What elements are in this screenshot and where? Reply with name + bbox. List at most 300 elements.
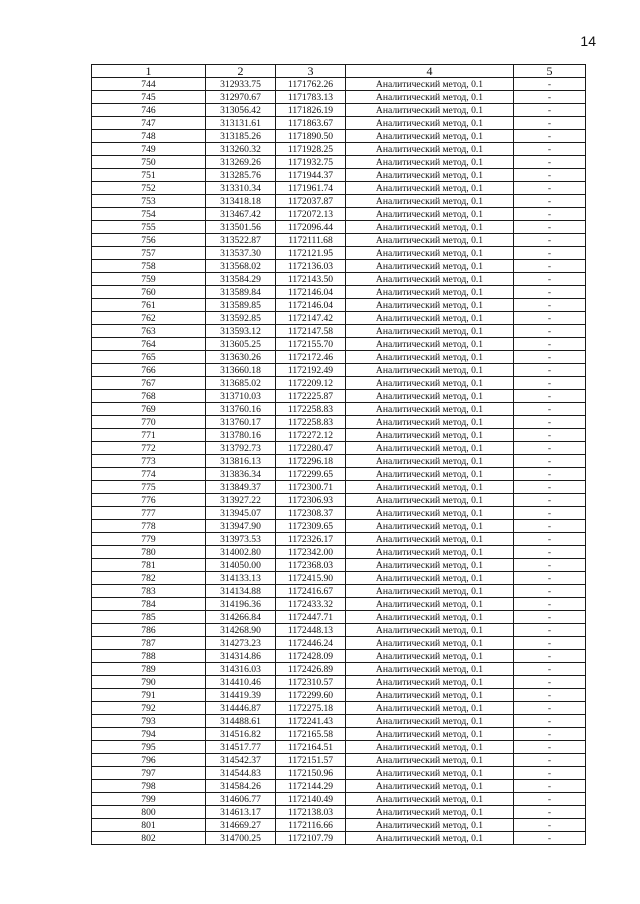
- point-number-cell: 776: [92, 494, 206, 507]
- note-cell: -: [514, 611, 586, 624]
- note-cell: -: [514, 182, 586, 195]
- method-cell: Аналитический метод, 0.1: [346, 780, 514, 793]
- x-coordinate-cell: 313849.37: [206, 481, 276, 494]
- y-coordinate-cell: 1172241.43: [276, 715, 346, 728]
- y-coordinate-cell: 1171961.74: [276, 182, 346, 195]
- y-coordinate-cell: 1172308.37: [276, 507, 346, 520]
- table-row: [92, 403, 586, 416]
- x-coordinate-cell: 313660.18: [206, 364, 276, 377]
- y-coordinate-cell: 1172448.13: [276, 624, 346, 637]
- note-cell: -: [514, 312, 586, 325]
- table-row: [92, 702, 586, 715]
- note-cell: -: [514, 585, 586, 598]
- y-coordinate-cell: 1172415.90: [276, 572, 346, 585]
- table-row: [92, 780, 586, 793]
- point-number-cell: 802: [92, 832, 206, 845]
- table-row: [92, 104, 586, 117]
- table-row: [92, 78, 586, 91]
- x-coordinate-cell: 313592.85: [206, 312, 276, 325]
- table-row: [92, 234, 586, 247]
- coordinates-table: [91, 64, 586, 845]
- point-number-cell: 764: [92, 338, 206, 351]
- x-coordinate-cell: 314410.46: [206, 676, 276, 689]
- method-cell: Аналитический метод, 0.1: [346, 494, 514, 507]
- point-number-cell: 748: [92, 130, 206, 143]
- note-cell: -: [514, 780, 586, 793]
- note-cell: -: [514, 195, 586, 208]
- table-row: [92, 299, 586, 312]
- x-coordinate-cell: 314613.17: [206, 806, 276, 819]
- y-coordinate-cell: 1172151.57: [276, 754, 346, 767]
- y-coordinate-cell: 1172147.42: [276, 312, 346, 325]
- x-coordinate-cell: 313836.34: [206, 468, 276, 481]
- table-row: [92, 767, 586, 780]
- note-cell: -: [514, 325, 586, 338]
- note-cell: -: [514, 104, 586, 117]
- y-coordinate-cell: 1172280.47: [276, 442, 346, 455]
- method-cell: Аналитический метод, 0.1: [346, 793, 514, 806]
- x-coordinate-cell: 313185.26: [206, 130, 276, 143]
- x-coordinate-cell: 313947.90: [206, 520, 276, 533]
- method-cell: Аналитический метод, 0.1: [346, 481, 514, 494]
- note-cell: -: [514, 806, 586, 819]
- method-cell: Аналитический метод, 0.1: [346, 390, 514, 403]
- point-number-cell: 769: [92, 403, 206, 416]
- method-cell: Аналитический метод, 0.1: [346, 455, 514, 468]
- y-coordinate-cell: 1172116.66: [276, 819, 346, 832]
- method-cell: Аналитический метод, 0.1: [346, 533, 514, 546]
- note-cell: -: [514, 572, 586, 585]
- method-cell: Аналитический метод, 0.1: [346, 767, 514, 780]
- point-number-cell: 798: [92, 780, 206, 793]
- y-coordinate-cell: 1171783.13: [276, 91, 346, 104]
- point-number-cell: 744: [92, 78, 206, 91]
- x-coordinate-cell: 313467.42: [206, 208, 276, 221]
- x-coordinate-cell: 314669.27: [206, 819, 276, 832]
- note-cell: -: [514, 364, 586, 377]
- x-coordinate-cell: 314050.00: [206, 559, 276, 572]
- note-cell: -: [514, 754, 586, 767]
- note-cell: -: [514, 468, 586, 481]
- point-number-cell: 778: [92, 520, 206, 533]
- table-row: [92, 494, 586, 507]
- y-coordinate-cell: 1172165.58: [276, 728, 346, 741]
- method-cell: Аналитический метод, 0.1: [346, 377, 514, 390]
- point-number-cell: 783: [92, 585, 206, 598]
- method-cell: Аналитический метод, 0.1: [346, 312, 514, 325]
- method-cell: Аналитический метод, 0.1: [346, 689, 514, 702]
- y-coordinate-cell: 1172272.12: [276, 429, 346, 442]
- table-row: [92, 715, 586, 728]
- note-cell: -: [514, 208, 586, 221]
- point-number-cell: 780: [92, 546, 206, 559]
- y-coordinate-cell: 1172096.44: [276, 221, 346, 234]
- note-cell: -: [514, 533, 586, 546]
- x-coordinate-cell: 314316.03: [206, 663, 276, 676]
- table-row: [92, 312, 586, 325]
- y-coordinate-cell: 1172150.96: [276, 767, 346, 780]
- point-number-cell: 767: [92, 377, 206, 390]
- note-cell: -: [514, 442, 586, 455]
- x-coordinate-cell: 313260.32: [206, 143, 276, 156]
- note-cell: -: [514, 741, 586, 754]
- point-number-cell: 800: [92, 806, 206, 819]
- method-cell: Аналитический метод, 0.1: [346, 273, 514, 286]
- table-row: [92, 143, 586, 156]
- note-cell: -: [514, 286, 586, 299]
- table-row: [92, 650, 586, 663]
- y-coordinate-cell: 1171890.50: [276, 130, 346, 143]
- method-cell: Аналитический метод, 0.1: [346, 520, 514, 533]
- y-coordinate-cell: 1172037.87: [276, 195, 346, 208]
- note-cell: -: [514, 247, 586, 260]
- y-coordinate-cell: 1172209.12: [276, 377, 346, 390]
- method-cell: Аналитический метод, 0.1: [346, 702, 514, 715]
- point-number-cell: 754: [92, 208, 206, 221]
- x-coordinate-cell: 314266.84: [206, 611, 276, 624]
- point-number-cell: 797: [92, 767, 206, 780]
- table-row: [92, 442, 586, 455]
- note-cell: -: [514, 767, 586, 780]
- point-number-cell: 799: [92, 793, 206, 806]
- table-row: [92, 325, 586, 338]
- note-cell: -: [514, 273, 586, 286]
- note-cell: -: [514, 715, 586, 728]
- note-cell: -: [514, 351, 586, 364]
- table-row: [92, 286, 586, 299]
- method-cell: Аналитический метод, 0.1: [346, 754, 514, 767]
- table-row: [92, 182, 586, 195]
- note-cell: -: [514, 689, 586, 702]
- x-coordinate-cell: 313589.85: [206, 299, 276, 312]
- note-cell: -: [514, 260, 586, 273]
- note-cell: -: [514, 832, 586, 845]
- table-row: [92, 559, 586, 572]
- y-coordinate-cell: 1172299.65: [276, 468, 346, 481]
- y-coordinate-cell: 1172426.89: [276, 663, 346, 676]
- note-cell: -: [514, 546, 586, 559]
- y-coordinate-cell: 1172072.13: [276, 208, 346, 221]
- table-row: [92, 130, 586, 143]
- method-cell: Аналитический метод, 0.1: [346, 637, 514, 650]
- note-cell: -: [514, 598, 586, 611]
- x-coordinate-cell: 313973.53: [206, 533, 276, 546]
- x-coordinate-cell: 313945.07: [206, 507, 276, 520]
- point-number-cell: 763: [92, 325, 206, 338]
- point-number-cell: 745: [92, 91, 206, 104]
- point-number-cell: 759: [92, 273, 206, 286]
- x-coordinate-cell: 313685.02: [206, 377, 276, 390]
- method-cell: Аналитический метод, 0.1: [346, 806, 514, 819]
- table-row: [92, 507, 586, 520]
- point-number-cell: 785: [92, 611, 206, 624]
- method-cell: Аналитический метод, 0.1: [346, 559, 514, 572]
- method-cell: Аналитический метод, 0.1: [346, 260, 514, 273]
- note-cell: -: [514, 377, 586, 390]
- note-cell: -: [514, 91, 586, 104]
- y-coordinate-cell: 1172300.71: [276, 481, 346, 494]
- note-cell: -: [514, 676, 586, 689]
- table-row: [92, 364, 586, 377]
- method-cell: Аналитический метод, 0.1: [346, 741, 514, 754]
- point-number-cell: 768: [92, 390, 206, 403]
- method-cell: Аналитический метод, 0.1: [346, 143, 514, 156]
- x-coordinate-cell: 313537.30: [206, 247, 276, 260]
- method-cell: Аналитический метод, 0.1: [346, 91, 514, 104]
- note-cell: -: [514, 117, 586, 130]
- y-coordinate-cell: 1172146.04: [276, 286, 346, 299]
- table-row: [92, 416, 586, 429]
- note-cell: -: [514, 793, 586, 806]
- y-coordinate-cell: 1172140.49: [276, 793, 346, 806]
- table-row: [92, 208, 586, 221]
- method-cell: Аналитический метод, 0.1: [346, 351, 514, 364]
- note-cell: -: [514, 520, 586, 533]
- y-coordinate-cell: 1172138.03: [276, 806, 346, 819]
- method-cell: Аналитический метод, 0.1: [346, 429, 514, 442]
- x-coordinate-cell: 314488.61: [206, 715, 276, 728]
- x-coordinate-cell: 313927.22: [206, 494, 276, 507]
- table-row: [92, 546, 586, 559]
- note-cell: -: [514, 234, 586, 247]
- method-cell: Аналитический метод, 0.1: [346, 234, 514, 247]
- note-cell: -: [514, 299, 586, 312]
- note-cell: -: [514, 637, 586, 650]
- point-number-cell: 774: [92, 468, 206, 481]
- table-row: [92, 468, 586, 481]
- method-cell: Аналитический метод, 0.1: [346, 104, 514, 117]
- x-coordinate-cell: 314133.13: [206, 572, 276, 585]
- y-coordinate-cell: 1172258.83: [276, 403, 346, 416]
- table-row: [92, 533, 586, 546]
- point-number-cell: 753: [92, 195, 206, 208]
- x-coordinate-cell: 313522.87: [206, 234, 276, 247]
- point-number-cell: 761: [92, 299, 206, 312]
- table-row: [92, 832, 586, 845]
- note-cell: -: [514, 169, 586, 182]
- x-coordinate-cell: 313760.17: [206, 416, 276, 429]
- y-coordinate-cell: 1172111.68: [276, 234, 346, 247]
- method-cell: Аналитический метод, 0.1: [346, 286, 514, 299]
- table-row: [92, 793, 586, 806]
- point-number-cell: 752: [92, 182, 206, 195]
- x-coordinate-cell: 314544.83: [206, 767, 276, 780]
- y-coordinate-cell: 1172309.65: [276, 520, 346, 533]
- note-cell: -: [514, 624, 586, 637]
- y-coordinate-cell: 1171928.25: [276, 143, 346, 156]
- method-cell: Аналитический метод, 0.1: [346, 182, 514, 195]
- method-cell: Аналитический метод, 0.1: [346, 650, 514, 663]
- point-number-cell: 766: [92, 364, 206, 377]
- method-cell: Аналитический метод, 0.1: [346, 507, 514, 520]
- note-cell: -: [514, 728, 586, 741]
- y-coordinate-cell: 1171944.37: [276, 169, 346, 182]
- x-coordinate-cell: 313056.42: [206, 104, 276, 117]
- x-coordinate-cell: 314584.26: [206, 780, 276, 793]
- method-cell: Аналитический метод, 0.1: [346, 403, 514, 416]
- note-cell: -: [514, 650, 586, 663]
- x-coordinate-cell: 314516.82: [206, 728, 276, 741]
- table-row: [92, 117, 586, 130]
- x-coordinate-cell: 313501.56: [206, 221, 276, 234]
- y-coordinate-cell: 1172275.18: [276, 702, 346, 715]
- point-number-cell: 765: [92, 351, 206, 364]
- point-number-cell: 772: [92, 442, 206, 455]
- note-cell: -: [514, 455, 586, 468]
- y-coordinate-cell: 1172192.49: [276, 364, 346, 377]
- table-row: [92, 741, 586, 754]
- method-cell: Аналитический метод, 0.1: [346, 416, 514, 429]
- method-cell: Аналитический метод, 0.1: [346, 676, 514, 689]
- method-cell: Аналитический метод, 0.1: [346, 364, 514, 377]
- x-coordinate-cell: 314700.25: [206, 832, 276, 845]
- table-row: [92, 572, 586, 585]
- point-number-cell: 790: [92, 676, 206, 689]
- note-cell: -: [514, 481, 586, 494]
- table-row: [92, 156, 586, 169]
- point-number-cell: 796: [92, 754, 206, 767]
- x-coordinate-cell: 314419.39: [206, 689, 276, 702]
- x-coordinate-cell: 313605.25: [206, 338, 276, 351]
- x-coordinate-cell: 313816.13: [206, 455, 276, 468]
- point-number-cell: 794: [92, 728, 206, 741]
- x-coordinate-cell: 314134.88: [206, 585, 276, 598]
- note-cell: -: [514, 338, 586, 351]
- note-cell: -: [514, 156, 586, 169]
- table-row: [92, 260, 586, 273]
- method-cell: Аналитический метод, 0.1: [346, 338, 514, 351]
- table-row: [92, 91, 586, 104]
- y-coordinate-cell: 1172147.58: [276, 325, 346, 338]
- method-cell: Аналитический метод, 0.1: [346, 832, 514, 845]
- x-coordinate-cell: 314517.77: [206, 741, 276, 754]
- column-header-4: 4: [346, 65, 514, 78]
- table-row: [92, 637, 586, 650]
- y-coordinate-cell: 1172225.87: [276, 390, 346, 403]
- method-cell: Аналитический метод, 0.1: [346, 156, 514, 169]
- method-cell: Аналитический метод, 0.1: [346, 728, 514, 741]
- x-coordinate-cell: 313792.73: [206, 442, 276, 455]
- table-row: [92, 247, 586, 260]
- x-coordinate-cell: 313584.29: [206, 273, 276, 286]
- x-coordinate-cell: 313418.18: [206, 195, 276, 208]
- x-coordinate-cell: 313630.26: [206, 351, 276, 364]
- table-row: [92, 598, 586, 611]
- point-number-cell: 779: [92, 533, 206, 546]
- method-cell: Аналитический метод, 0.1: [346, 715, 514, 728]
- table-row: [92, 676, 586, 689]
- column-header-3: 3: [276, 65, 346, 78]
- method-cell: Аналитический метод, 0.1: [346, 208, 514, 221]
- point-number-cell: 782: [92, 572, 206, 585]
- y-coordinate-cell: 1172433.32: [276, 598, 346, 611]
- point-number-cell: 775: [92, 481, 206, 494]
- point-number-cell: 771: [92, 429, 206, 442]
- note-cell: -: [514, 702, 586, 715]
- x-coordinate-cell: 313780.16: [206, 429, 276, 442]
- x-coordinate-cell: 313568.02: [206, 260, 276, 273]
- y-coordinate-cell: 1172144.29: [276, 780, 346, 793]
- y-coordinate-cell: 1172296.18: [276, 455, 346, 468]
- point-number-cell: 786: [92, 624, 206, 637]
- table-row: [92, 520, 586, 533]
- method-cell: Аналитический метод, 0.1: [346, 611, 514, 624]
- table-row: [92, 806, 586, 819]
- table-row: [92, 351, 586, 364]
- y-coordinate-cell: 1172446.24: [276, 637, 346, 650]
- point-number-cell: 770: [92, 416, 206, 429]
- y-coordinate-cell: 1172342.00: [276, 546, 346, 559]
- method-cell: Аналитический метод, 0.1: [346, 247, 514, 260]
- table-row: [92, 611, 586, 624]
- point-number-cell: 756: [92, 234, 206, 247]
- y-coordinate-cell: 1172136.03: [276, 260, 346, 273]
- note-cell: -: [514, 663, 586, 676]
- y-coordinate-cell: 1172172.46: [276, 351, 346, 364]
- table-row: [92, 338, 586, 351]
- point-number-cell: 749: [92, 143, 206, 156]
- method-cell: Аналитический метод, 0.1: [346, 585, 514, 598]
- y-coordinate-cell: 1172368.03: [276, 559, 346, 572]
- x-coordinate-cell: 313285.76: [206, 169, 276, 182]
- table-row: [92, 169, 586, 182]
- point-number-cell: 773: [92, 455, 206, 468]
- y-coordinate-cell: 1172121.95: [276, 247, 346, 260]
- table-row: [92, 728, 586, 741]
- y-coordinate-cell: 1171863.67: [276, 117, 346, 130]
- x-coordinate-cell: 314314.86: [206, 650, 276, 663]
- table-row: [92, 754, 586, 767]
- point-number-cell: 755: [92, 221, 206, 234]
- note-cell: -: [514, 78, 586, 91]
- table-row: [92, 429, 586, 442]
- x-coordinate-cell: 314273.23: [206, 637, 276, 650]
- y-coordinate-cell: 1172155.70: [276, 338, 346, 351]
- method-cell: Аналитический метод, 0.1: [346, 598, 514, 611]
- y-coordinate-cell: 1172306.93: [276, 494, 346, 507]
- point-number-cell: 793: [92, 715, 206, 728]
- y-coordinate-cell: 1172164.51: [276, 741, 346, 754]
- table-row: [92, 689, 586, 702]
- y-coordinate-cell: 1172299.60: [276, 689, 346, 702]
- method-cell: Аналитический метод, 0.1: [346, 78, 514, 91]
- x-coordinate-cell: 313760.16: [206, 403, 276, 416]
- point-number-cell: 784: [92, 598, 206, 611]
- column-header-2: 2: [206, 65, 276, 78]
- note-cell: -: [514, 221, 586, 234]
- note-cell: -: [514, 130, 586, 143]
- x-coordinate-cell: 312933.75: [206, 78, 276, 91]
- method-cell: Аналитический метод, 0.1: [346, 572, 514, 585]
- point-number-cell: 781: [92, 559, 206, 572]
- note-cell: -: [514, 429, 586, 442]
- y-coordinate-cell: 1172326.17: [276, 533, 346, 546]
- method-cell: Аналитический метод, 0.1: [346, 169, 514, 182]
- x-coordinate-cell: 312970.67: [206, 91, 276, 104]
- page-number: 14: [580, 33, 596, 49]
- table-row: [92, 455, 586, 468]
- point-number-cell: 762: [92, 312, 206, 325]
- note-cell: -: [514, 819, 586, 832]
- point-number-cell: 792: [92, 702, 206, 715]
- x-coordinate-cell: 314002.80: [206, 546, 276, 559]
- y-coordinate-cell: 1171932.75: [276, 156, 346, 169]
- point-number-cell: 751: [92, 169, 206, 182]
- table-body: [92, 78, 586, 845]
- method-cell: Аналитический метод, 0.1: [346, 221, 514, 234]
- y-coordinate-cell: 1172310.57: [276, 676, 346, 689]
- y-coordinate-cell: 1172146.04: [276, 299, 346, 312]
